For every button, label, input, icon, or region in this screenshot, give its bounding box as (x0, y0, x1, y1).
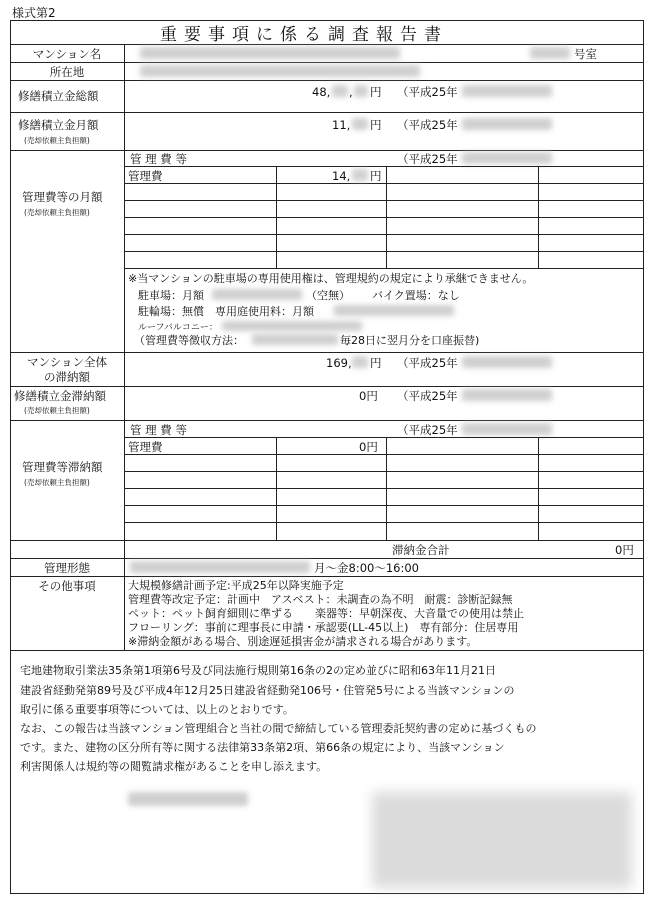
rule (124, 234, 643, 235)
rule (538, 166, 539, 268)
management-arrears-label: 管理費等滞納額 (22, 460, 103, 474)
rule (10, 540, 643, 541)
date-prefix: （平成25年 (397, 118, 458, 132)
management-fee-monthly-label: 管理費等の月額 (22, 190, 103, 204)
rule (124, 183, 643, 184)
footer-text-line: です。また、建物の区分所有等に関する法律第33条第2項、第66条の規定により、当該マンション (20, 741, 505, 754)
burden-note: (売却依頼主負担額) (24, 406, 90, 415)
management-form-label: 管理形態 (44, 561, 90, 575)
rule (124, 200, 643, 201)
rule (10, 112, 643, 113)
rule (386, 166, 387, 268)
date-prefix: （平成25年 (397, 356, 458, 370)
redacted-mansion-name (140, 47, 400, 59)
rule (10, 558, 643, 559)
rule (10, 576, 643, 577)
footer-text-line: 宅地建物取引業法35条第1項第6号及び同法施行規則第16条の2の定め並びに昭和63年11月21日 (20, 664, 496, 677)
repair-arrears-amount: 0円 (359, 389, 378, 403)
parking-notice: ※当マンションの駐車場の専用使用権は、管理規約の規定により承継できません。 (128, 272, 534, 285)
collection-method: （管理費等徴収方法： (134, 334, 244, 347)
rule (124, 488, 643, 489)
rule (124, 217, 643, 218)
redacted-garden-fee (334, 305, 454, 316)
rule (538, 437, 539, 540)
rule (10, 420, 643, 421)
date-prefix: （平成25年 (397, 85, 458, 99)
date-prefix: （平成25年 (397, 389, 458, 403)
redacted-date (462, 85, 552, 97)
rule (124, 251, 643, 252)
repair-reserve-monthly-label: 修繕積立金月額 (18, 118, 99, 132)
redacted-parking-fee (212, 289, 302, 300)
bike-parking: バイク置場：なし (372, 289, 460, 302)
redacted-amount (352, 118, 368, 130)
redacted-date (462, 118, 552, 130)
rule (10, 44, 643, 45)
rule (124, 166, 643, 167)
redacted-address (140, 65, 420, 77)
repair-reserve-monthly-amount: 11, (332, 118, 351, 132)
management-arrears-header: 管 理 費 等 (130, 423, 187, 437)
footer-text-line: 取引に係る重要事項等については、以上のとおりです。 (20, 703, 294, 716)
mansion-arrears-amount: 169, (326, 356, 352, 370)
repair-reserve-total-amount: 48, (312, 85, 331, 99)
rule (124, 437, 643, 438)
burden-note: (売却依頼主負担額) (24, 478, 90, 487)
room-suffix: 号室 (574, 47, 597, 61)
rule (10, 150, 643, 151)
other-item-line: ペット：ペット飼育細則に準ずる 楽器等：早朝深夜、大音量での使用は禁止 (128, 607, 524, 620)
roof-balcony: ルーフバルコニー： (138, 323, 218, 333)
page-title: 重要事項に係る調査報告書 (160, 25, 448, 45)
redacted-date (462, 389, 552, 401)
rule (386, 437, 387, 540)
redacted-amount (352, 169, 368, 181)
mansion-name-label: マンション名 (32, 47, 102, 61)
parking-status: （空無） (306, 289, 350, 302)
footer-text-line: 利害関係人は規約等の閲覧請求権があることを申し添えます。 (20, 760, 328, 773)
collection-detail: 毎28日に翌月分を口座振替) (340, 334, 480, 347)
rule (10, 352, 643, 353)
other-items-label: その他事項 (38, 579, 96, 593)
mansion-arrears-label: マンション全体 (27, 355, 107, 369)
burden-note: (売却依頼主負担額) (24, 208, 90, 217)
footer-text-line: 建設省経動発第89号及び平成4年12月25日建設省経動発106号・住管発5号による当該マンションの (20, 684, 515, 697)
rule (10, 386, 643, 387)
management-arrears-row-label: 管理費 (128, 440, 163, 454)
arrears-total-amount: 0円 (615, 543, 634, 557)
rule (124, 471, 643, 472)
date-prefix: （平成25年 (397, 423, 458, 437)
mansion-arrears-label: の滞納額 (44, 370, 90, 384)
arrears-total-label: 滞納金合計 (392, 543, 450, 557)
rule (10, 650, 643, 651)
yen-unit: 円 (370, 118, 382, 132)
rule (124, 522, 643, 523)
management-fee-row-label: 管理費 (128, 169, 163, 183)
other-item-line: フローリング：事前に理事長に申請・承認要(LL-45以上) 専有部分：住居専用 (128, 621, 519, 634)
amount-separator: , (349, 85, 353, 99)
bicycle-and-garden: 駐輪場：無償 専用庭使用料：月額 (138, 305, 314, 318)
rule (10, 62, 643, 63)
other-item-line: 管理費等改定予定：計画中 アスベスト：未調査の為不明 耐震：診断記録無 (128, 593, 513, 606)
repair-reserve-total-label: 修繕積立金総額 (18, 89, 99, 103)
other-item-line: ※滞納金額がある場合、別途遅延損害金が請求される場合があります。 (128, 635, 478, 648)
rule (124, 505, 643, 506)
rule (276, 437, 277, 540)
date-prefix: （平成25年 (397, 152, 458, 166)
redacted-date (462, 423, 552, 435)
address-label: 所在地 (49, 65, 85, 79)
redacted-amount (352, 356, 368, 368)
rule (124, 268, 643, 269)
other-item-line: 大規模修繕計画予定:平成25年以降実施予定 (128, 579, 344, 592)
repair-arrears-label: 修繕積立金滞納額 (14, 389, 106, 403)
rule (10, 80, 643, 81)
redacted-balcony (222, 321, 362, 331)
redacted-collection (252, 334, 338, 345)
rule (124, 44, 125, 650)
management-arrears-amount: 0円 (359, 440, 378, 454)
yen-unit: 円 (370, 356, 382, 370)
office-hours: 月～金8:00～16:00 (314, 561, 419, 575)
redacted-date (462, 356, 552, 368)
management-fee-header: 管 理 費 等 (130, 152, 187, 166)
redacted-issue-date (128, 792, 248, 806)
parking-fee: 駐車場：月額 (138, 289, 204, 302)
redacted-management-form (130, 561, 310, 573)
redacted-date (462, 152, 552, 164)
footer-text-line: なお、この報告は当該マンション管理組合と当社の間で締結している管理委託契約書の定めに基づくもの (20, 722, 537, 735)
yen-unit: 円 (370, 85, 382, 99)
redacted-company-block (372, 792, 632, 888)
redacted-amount (332, 85, 348, 97)
redacted-room-number (530, 47, 570, 59)
rule (276, 166, 277, 268)
management-fee-amount: 14, (332, 169, 351, 183)
redacted-amount (354, 85, 368, 97)
rule (124, 454, 643, 455)
burden-note: (売却依頼主負担額) (24, 136, 90, 145)
yen-unit: 円 (370, 169, 382, 183)
form-label: 様式第2 (12, 6, 56, 20)
